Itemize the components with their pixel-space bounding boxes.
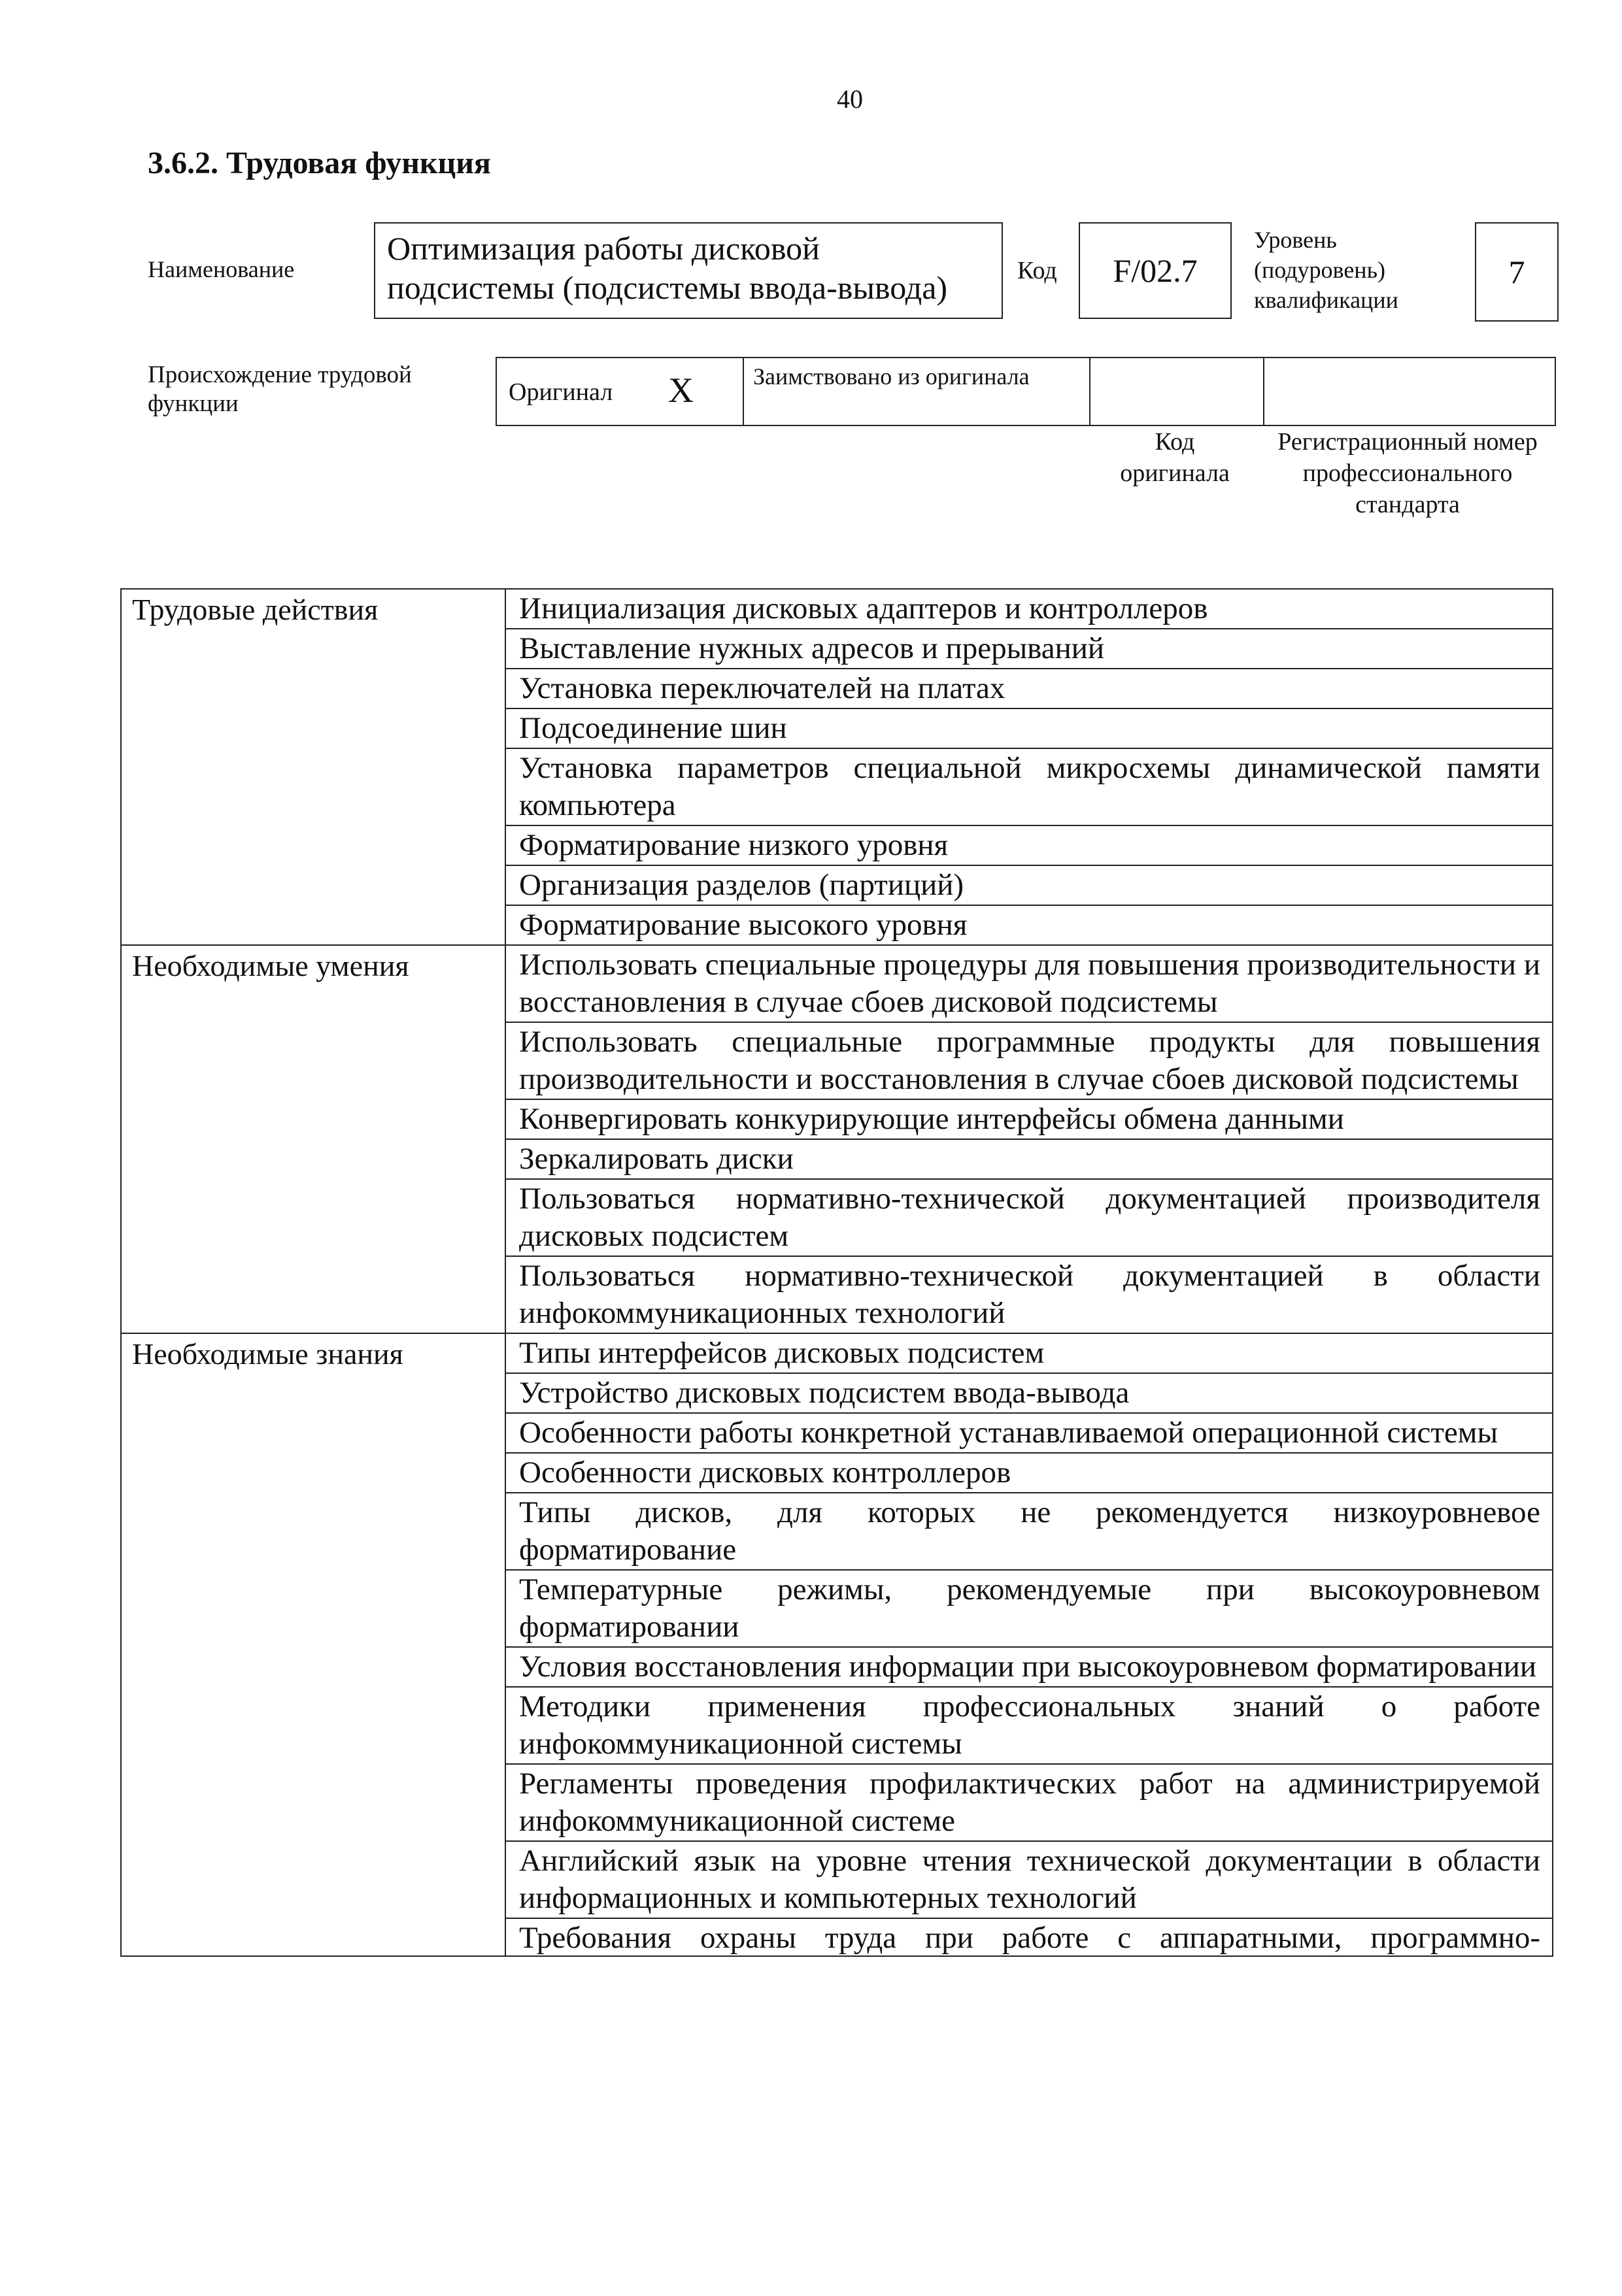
item-cell: Условия восстановления информации при высокоуровневом форматировании [505,1647,1553,1687]
item-cell: Температурные режимы, рекомендуемые при высокоуровневом форматировании [505,1570,1553,1647]
item-cell: Форматирование низкого уровня [505,825,1553,865]
qualification-level-box: 7 [1475,222,1559,322]
qualification-level-label [1254,225,1450,315]
qualification-level-label-text: Уровень (подуровень) квалификации [1254,227,1398,313]
table-row [121,945,1553,1022]
item-cell: Регламенты проведения профилактических работ на администрируемой инфокоммуникационной системе [505,1764,1553,1841]
code-original-caption [1088,426,1262,489]
item-cell: Подсоединение шин [505,708,1553,748]
code-label: Код [1017,257,1057,284]
function-name-box: Оптимизация работы дисковой подсистемы (подсистемы ввода-вывода) [374,222,1003,319]
item-cell: Типы интерфейсов дисковых подсистем [505,1333,1553,1373]
item-cell: Особенности дисковых контроллеров [505,1453,1553,1493]
borrowed-label: Заимствовано из оригинала [753,363,1030,390]
item-cell: Конвергировать конкурирующие интерфейсы обмена данными [505,1099,1553,1139]
item-cell: Установка параметров специальной микросхемы динамической памяти компьютера [505,748,1553,825]
item-cell: Использовать специальные программные продукты для повышения производительности и восстановления в случае сбоев дисковой подсистемы [505,1022,1553,1099]
item-cell: Пользоваться нормативно-технической документацией в области инфокоммуникационных технологий [505,1256,1553,1333]
item-cell: Выставление нужных адресов и прерываний [505,629,1553,669]
item-cell: Инициализация дисковых адаптеров и контроллеров [505,589,1553,629]
original-checkmark: X [668,371,694,410]
item-cell [505,1918,1553,1956]
original-label: Оригинал [509,378,613,406]
item-cell: Форматирование высокого уровня [505,905,1553,945]
item-cell: Типы дисков, для которых не рекомендуется низкоуровневое форматирование [505,1493,1553,1570]
origin-table [496,357,1556,426]
reg-number-caption-text: Регистрационный номер профессионального стандарта [1277,428,1538,518]
origin-code-cell [1090,358,1264,425]
table-row [121,589,1553,629]
item-cell: Методики применения профессиональных знаний о работе инфокоммуникационной системы [505,1687,1553,1764]
item-cell: Зеркалировать диски [505,1139,1553,1179]
item-cell: Пользоваться нормативно-технической документацией производителя дисковых подсистем [505,1179,1553,1256]
item-cell: Использовать специальные процедуры для повышения производительности и восстановления в случае сбоев дисковой подсистемы [505,945,1553,1022]
category-cell: Трудовые действия [121,589,505,945]
item-cell-clip [519,1920,1540,1955]
table-row [121,1333,1553,1373]
category-cell: Необходимые знания [121,1333,505,1956]
code-original-caption-text: Код оригинала [1120,428,1230,487]
reg-number-caption [1262,426,1553,520]
category-cell: Необходимые умения [121,945,505,1333]
page-number: 40 [837,84,863,114]
origin-reg-number-cell [1264,358,1555,425]
name-label: Наименование [148,256,295,282]
item-text: Требования охраны труда при работе с аппаратными, программно- [519,1921,1540,1955]
item-cell: Английский язык на уровне чтения технической документации в области информационных и компьютерных технологий [505,1841,1553,1918]
item-cell: Особенности работы конкретной устанавливаемой операционной системы [505,1413,1553,1453]
function-code-box: F/02.7 [1079,222,1232,319]
item-cell: Организация разделов (партиций) [505,865,1553,905]
origin-original-cell [497,358,744,425]
section-heading: 3.6.2. Трудовая функция [148,146,491,180]
item-cell: Установка переключателей на платах [505,669,1553,708]
origin-borrowed-cell [744,358,1090,425]
competency-table [120,588,1553,1957]
origin-label [148,361,488,418]
item-cell: Устройство дисковых подсистем ввода-вывода [505,1373,1553,1413]
origin-label-text: Происхождение трудовой функции [148,361,412,417]
